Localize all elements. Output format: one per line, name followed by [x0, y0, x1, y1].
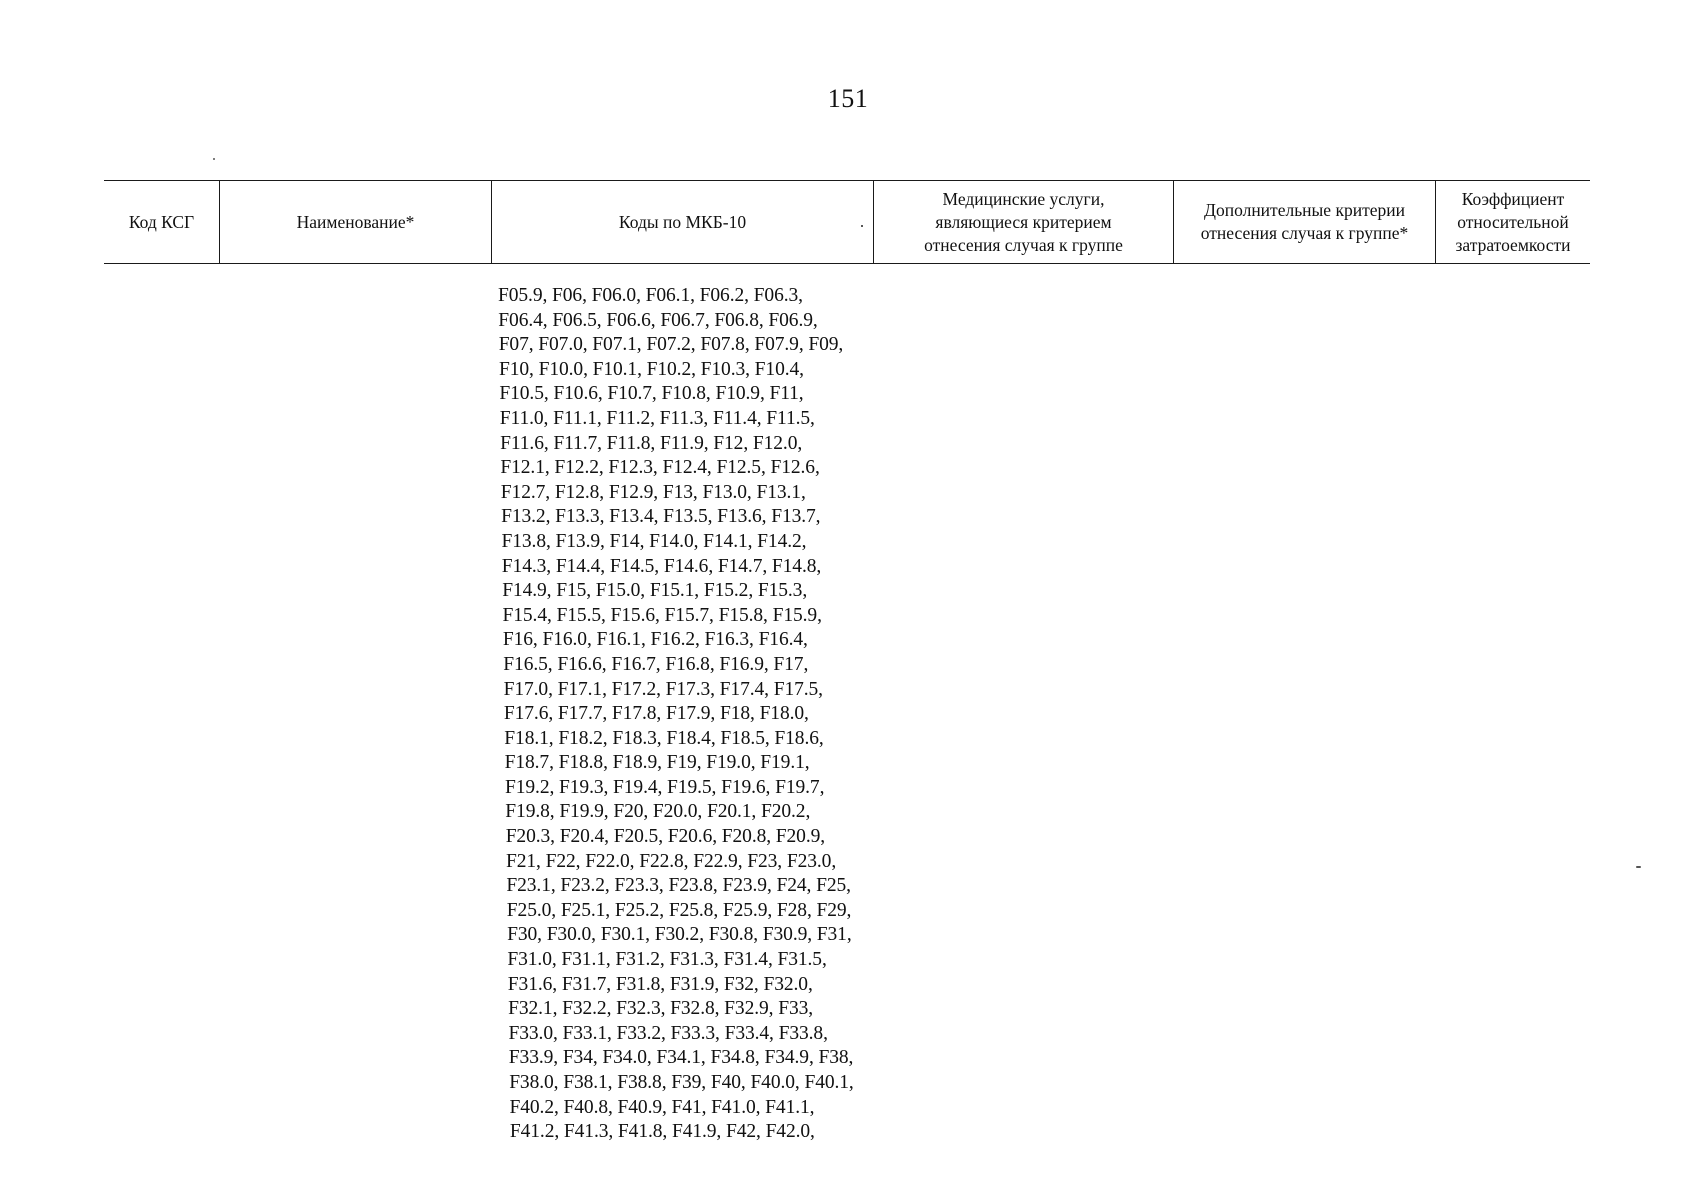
icd-code-line: F32.1, F32.2, F32.3, F32.8, F32.9, F33,	[508, 998, 814, 1020]
header-additional-criteria-line: отнесения случая к группе*	[1200, 223, 1409, 243]
icd-code-line: F18.1, F18.2, F18.3, F18.4, F18.5, F18.6,	[504, 727, 824, 749]
icd-code-line: F38.0, F38.1, F38.8, F39, F40, F40.0, F40.1,	[509, 1072, 854, 1093]
icd-code-line: F11.0, F11.1, F11.2, F11.3, F11.4, F11.5,	[499, 407, 815, 429]
icd-code-line: F31.6, F31.7, F31.8, F31.9, F32, F32.0,	[507, 973, 813, 995]
header-additional-criteria-text	[1201, 199, 1408, 245]
icd-code-line: F18.7, F18.8, F18.9, F19, F19.0, F19.1,	[504, 752, 810, 774]
header-medical-services	[874, 181, 1174, 263]
header-cost-coefficient-text	[1456, 188, 1571, 257]
header-cost-coefficient	[1436, 181, 1590, 263]
header-ksg-code-text: Код КСГ	[128, 211, 195, 232]
header-cost-coefficient-line: Коэффициент	[1461, 188, 1565, 209]
icd-code-line: F40.2, F40.8, F40.9, F41, F41.0, F41.1,	[509, 1096, 815, 1118]
icd-code-line: F21, F22, F22.0, F22.8, F22.9, F23, F23.0,	[506, 850, 837, 872]
icd-code-line: F11.6, F11.7, F11.8, F11.9, F12, F12.0,	[500, 432, 803, 454]
icd-code-line: F20.3, F20.4, F20.5, F20.6, F20.8, F20.9,	[505, 826, 826, 848]
icd-code-line: F13.8, F13.9, F14, F14.0, F14.1, F14.2,	[501, 530, 807, 552]
icd-code-line: F13.2, F13.3, F13.4, F13.5, F13.6, F13.7,	[501, 506, 821, 528]
icd-code-line: F15.4, F15.5, F15.6, F15.7, F15.8, F15.9,	[502, 604, 822, 626]
icd-code-line: F25.0, F25.1, F25.2, F25.8, F25.9, F28, F29,	[506, 899, 852, 921]
icd-code-line: F16, F16.0, F16.1, F16.2, F16.3, F16.4,	[502, 629, 808, 651]
icd-code-line: F12.7, F12.8, F12.9, F13, F13.0, F13.1,	[500, 481, 806, 503]
icd-code-line: F17.6, F17.7, F17.8, F17.9, F18, F18.0,	[503, 703, 809, 725]
header-additional-criteria-line: Дополнительные критерии	[1204, 200, 1405, 220]
icd-code-line: F07, F07.0, F07.1, F07.2, F07.8, F07.9, F09,	[498, 334, 844, 356]
icd-code-line: F19.8, F19.9, F20, F20.0, F20.1, F20.2,	[505, 801, 811, 823]
header-medical-services-line: являющиеся критерием	[935, 211, 1112, 232]
icd-code-line: F16.5, F16.6, F16.7, F16.8, F16.9, F17,	[503, 653, 809, 675]
header-cost-coefficient-line: затратоемкости	[1455, 234, 1571, 255]
icd-code-line: F14.9, F15, F15.0, F15.1, F15.2, F15.3,	[502, 580, 808, 602]
page-number: 151	[827, 84, 869, 113]
icd-code-line: F41.2, F41.3, F41.8, F41.9, F42, F42.0,	[509, 1121, 815, 1143]
header-medical-services-text	[924, 188, 1123, 257]
header-name-text: Наименование*	[296, 211, 415, 232]
header-ksg-code	[104, 181, 220, 263]
icd-code-line: F19.2, F19.3, F19.4, F19.5, F19.6, F19.7,	[505, 776, 825, 798]
icd-code-line: F33.0, F33.1, F33.2, F33.3, F33.4, F33.8,	[508, 1022, 828, 1044]
header-name	[220, 181, 492, 263]
header-icd-codes-text: Коды по МКБ-10	[618, 211, 747, 232]
icd-code-line: F10, F10.0, F10.1, F10.2, F10.3, F10.4,	[499, 358, 804, 380]
icd-code-line: F12.1, F12.2, F12.3, F12.4, F12.5, F12.6,	[500, 457, 820, 479]
icd-code-line: F30, F30.0, F30.1, F30.2, F30.8, F30.9, F31,	[507, 924, 852, 946]
table-header	[104, 180, 1590, 264]
icd-code-line: F14.3, F14.4, F14.5, F14.6, F14.7, F14.8,	[501, 555, 822, 577]
icd-code-line: F23.1, F23.2, F23.3, F23.8, F23.9, F24, F25,	[506, 875, 851, 897]
icd-code-line: F17.0, F17.1, F17.2, F17.3, F17.4, F17.5,	[503, 678, 823, 700]
header-medical-services-line: Медицинские услуги,	[942, 188, 1105, 209]
header-additional-criteria	[1174, 181, 1436, 263]
scan-speck-right	[1636, 866, 1641, 868]
icd-code-line: F05.9, F06, F06.0, F06.1, F06.2, F06.3,	[498, 285, 803, 306]
icd-code-line: F10.5, F10.6, F10.7, F10.8, F10.9, F11,	[499, 383, 804, 405]
icd-code-line: F06.4, F06.5, F06.6, F06.7, F06.8, F06.9,	[498, 309, 818, 331]
scan-speck-left	[213, 158, 215, 160]
icd-code-line: F31.0, F31.1, F31.2, F31.3, F31.4, F31.5,	[507, 949, 827, 971]
header-cost-coefficient-line: относительной	[1457, 211, 1569, 232]
header-dot-mark	[861, 225, 863, 227]
icd-codes-cell	[498, 284, 898, 1145]
header-medical-services-line: отнесения случая к группе	[924, 234, 1123, 255]
header-icd-codes	[492, 181, 874, 263]
icd-code-line: F33.9, F34, F34.0, F34.1, F34.8, F34.9, F38,	[508, 1047, 854, 1069]
